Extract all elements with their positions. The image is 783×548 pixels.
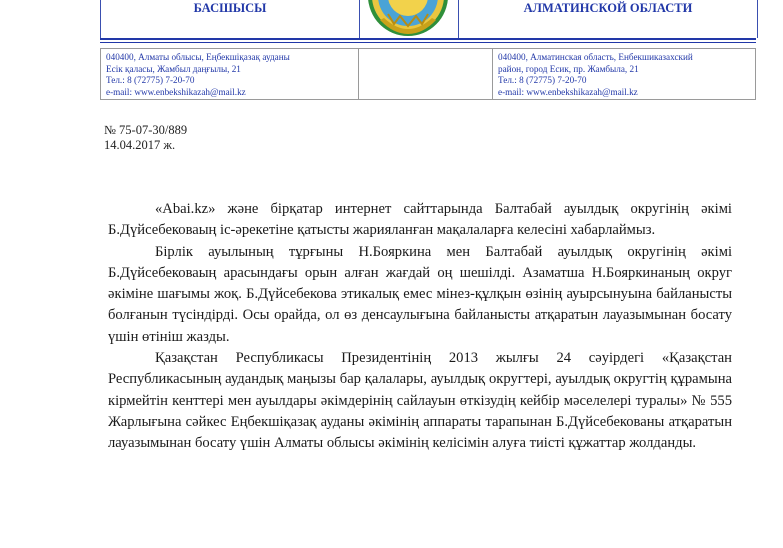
- letterhead-divider-thin: [100, 42, 756, 43]
- address-line: район, город Есик, пр. Жамбыла, 21: [498, 63, 639, 74]
- phone-line: Тел.: 8 (72775) 7-20-70: [106, 75, 195, 85]
- document-meta: [104, 123, 187, 153]
- address-table: [100, 48, 756, 100]
- address-line: 040400, Алматинская область, Енбекшиказахский: [498, 52, 693, 62]
- body-paragraph: Қазақстан Республикасы Президентінің 2013 жылғы 24 сәуірдегі «Қазақстан Республикасының аудандық маңызы бар қалалары, ауылдық округтері, ауылдық округтің құрамына кірмейтін кенттері мен ауылдары әкімдерінің сайлауын өткізудің кейбір мәселелері туралы» № 555 Жарлығына сәйкес Еңбекшіқазақ ауданы әкімінің аппараты тарапынан Б.Дүйсебекованы атқаратын лауазымынан босату үшін Алматы облысы әкімінің келісімін алуға тиісті құжаттар жолданды.: [108, 350, 732, 452]
- letterhead: [100, 0, 756, 40]
- address-kazakh: [101, 49, 359, 99]
- phone-line: Тел.: 8 (72775) 7-20-70: [498, 75, 587, 85]
- address-russian: [493, 49, 755, 99]
- letter-body: [108, 199, 732, 455]
- address-spacer: [359, 49, 493, 99]
- document-number: № 75-07-30/889: [104, 123, 188, 137]
- letterhead-left-title: БАСШЫСЫ: [100, 0, 360, 38]
- address-line: 040400, Алматы облысы, Еңбекшіқазақ ауданы: [106, 52, 290, 62]
- letterhead-divider: [100, 38, 756, 40]
- email-line: e-mail: www.enbekshikazah@mail.kz: [498, 86, 638, 97]
- email-line: e-mail: www.enbekshikazah@mail.kz: [106, 86, 246, 97]
- letterhead-right-title: АЛМАТИНСКОЙ ОБЛАСТИ: [458, 0, 758, 38]
- address-line: Есік қаласы, Жамбыл даңғылы, 21: [106, 63, 241, 74]
- document-date: 14.04.2017 ж.: [104, 138, 176, 152]
- body-paragraph: Бірлік ауылының тұрғыны Н.Бояркина мен Балтабай ауылдық округінің әкімі Б.Дүйсебековаың арасындағы орын алған жағдай оң шешілді. Азаматша Н.Бояркинаның округ әкіміне шағымы жоқ. Б.Дүйсебекова этикалық емес мінез-құлқын өзінің ауырсынуына байланысты болғанын түсіндірді. Осы орайда, ол өз денсаулығына байланысты атқаратын лауазымынан босату үшін өтініш жазды.: [108, 243, 732, 345]
- state-emblem-icon: [358, 0, 458, 38]
- body-paragraph: «Abai.kz» және бірқатар интернет сайттарында Балтабай ауылдық округінің әкімі Б.Дүйсебековаың іс-әрекетіне қатысты жарияланған мақалаларға келесіні хабарлаймыз.: [108, 201, 732, 239]
